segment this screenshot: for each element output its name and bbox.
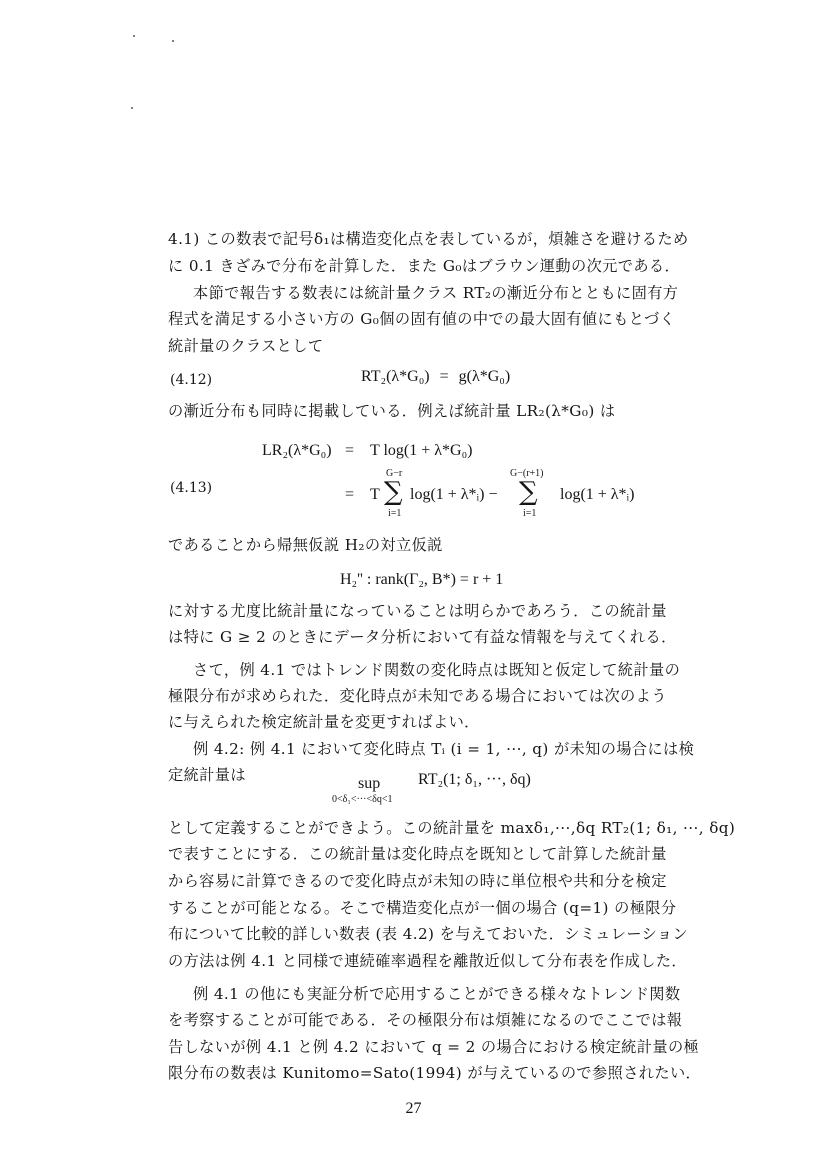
summation-symbol: ∑ (384, 477, 403, 507)
sum1-term: log(1 + λ*ᵢ) − (410, 486, 498, 503)
eq-equals: = (439, 368, 449, 385)
hypothesis-expression: H₂'' : rank(Γ₂, B*) = r + 1 (340, 571, 504, 588)
text-line: さて，例 4.1 ではトレンド関数の変化時点は既知と仮定して統計量の (193, 661, 681, 679)
equation-number: (4.12) (170, 372, 213, 388)
equation-4-12 (361, 367, 510, 387)
text-line: は特に G ≥ 2 のときにデータ分析において有益な情報を与えてくれる． (168, 628, 677, 646)
eq-lhs: RT₂(λ*G₀) (361, 368, 430, 385)
text-line: 限分布の数表は Kunitomo=Sato(1994) が与えているので参照されたい． (168, 1064, 702, 1082)
text-line: で表すことにする．この統計量は変化時点を既知として計算した統計量 (168, 845, 667, 863)
text-line: に与えられた検定統計量を変更すればよい． (168, 713, 480, 731)
eq-413-row2-equals: = (345, 486, 355, 503)
scan-speck (133, 35, 135, 37)
sum1-lower-limit: i=1 (388, 508, 402, 519)
text-line: 布について比較的詳しい数表 (表 4.2) を与えておいた．シミュレーション (168, 925, 689, 943)
text-line: 定統計量は (168, 766, 246, 784)
text-line: 統計量のクラスとして (168, 337, 324, 355)
sum2-lower-limit: i=1 (523, 508, 537, 519)
eq-rhs: g(λ*G₀) (458, 368, 511, 385)
summation-symbol: ∑ (519, 477, 538, 507)
text-line: として定義することができよう。この統計量を maxδ₁,···,δq RT₂(1; δ₁, ···, δq) (168, 819, 736, 837)
text-line: 4.1) この数表で記号δ₁は構造変化点を表しているが，煩雑さを避けるため (168, 230, 689, 248)
text-line: 程式を満足する小さい方の G₀個の固有値の中での最大固有値にもとづく (168, 310, 676, 328)
scan-speck (131, 107, 133, 109)
eq-413-row2-t: T (370, 486, 380, 503)
text-line: 例 4.2: 例 4.1 において変化時点 Tᵢ (i = 1, ···, q) が未知の場合には検 (193, 740, 695, 758)
eq-413-row1-lhs: LR₂(λ*G₀) (262, 442, 332, 459)
text-line: 例 4.1 の他にも実証分析で応用することができる様々なトレンド関数 (193, 985, 681, 1003)
sum2-term: log(1 + λ*ᵢ) (560, 486, 635, 503)
text-line: に対する尤度比統計量になっていることは明らかであろう．この統計量 (168, 602, 667, 620)
text-line: に 0.1 きざみで分布を計算した．また G₀はブラウン運動の次元である． (168, 257, 681, 275)
text-line: 告しないが例 4.1 と例 4.2 において q = 2 の場合における検定統計量の極 (168, 1038, 700, 1056)
text-line: 極限分布が求められた．変化時点が未知である場合においては次のよう (168, 687, 667, 705)
page-number: 27 (405, 1100, 422, 1117)
sup-operator: sup (358, 775, 381, 792)
sum1-upper-limit: G−r (386, 468, 403, 479)
eq-413-row1-equals: = (345, 442, 355, 459)
sum2-upper-limit: G−(r+1) (510, 468, 544, 479)
sup-condition: 0<δ₁<···<δq<1 (332, 794, 393, 805)
text-line: であることから帰無仮説 H₂の対立仮説 (168, 536, 443, 554)
text-line: することが可能となる。そこで構造変化点が一個の場合 (q=1) の極限分 (168, 899, 677, 917)
equation-number: (4.13) (170, 480, 213, 496)
scan-speck (172, 40, 174, 42)
sup-expression: RT₂(1; δ₁, ···, δq) (418, 771, 531, 788)
text-line: を考察することが可能である．その極限分布は煩雑になるのでここでは報 (168, 1011, 683, 1029)
eq-413-row1-rhs: T log(1 + λ*G₀) (370, 442, 473, 459)
text-line: の漸近分布も同時に掲載している．例えば統計量 LR₂(λ*G₀) は (168, 402, 616, 420)
text-line: から容易に計算できるので変化時点が未知の時に単位根や共和分を検定 (168, 872, 667, 890)
text-line: の方法は例 4.1 と同様で連続確率過程を離散近似して分布表を作成した． (168, 952, 688, 970)
text-line: 本節で報告する数表には統計量クラス RT₂の漸近分布とともに固有方 (193, 284, 679, 302)
